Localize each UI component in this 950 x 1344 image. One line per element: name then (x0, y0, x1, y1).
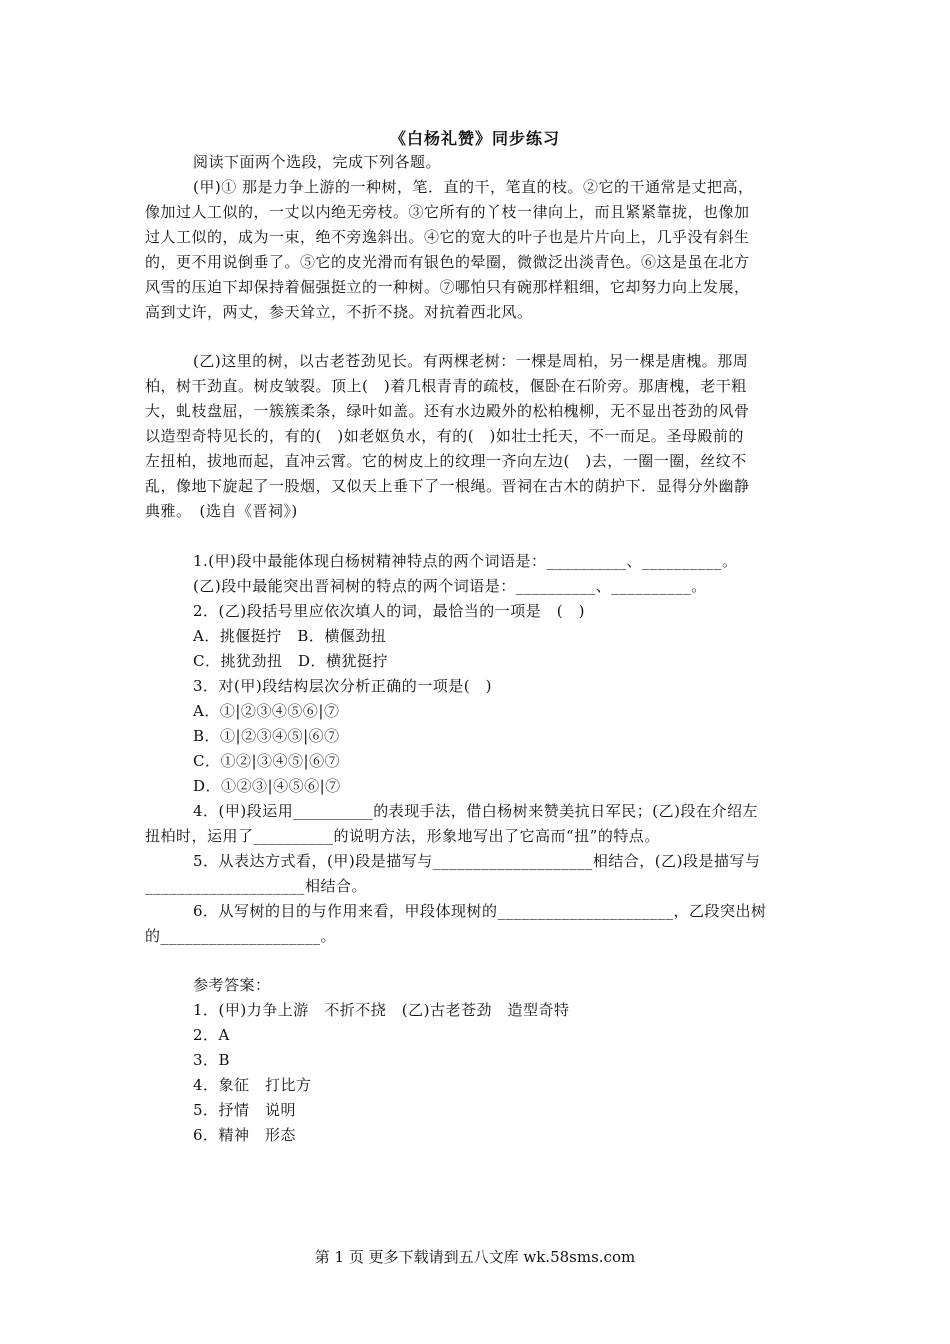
passage-b-line: (乙)这里的树，以古老苍劲见长。有两棵老树：一棵是周柏，另一棵是唐槐。那周 (193, 352, 749, 370)
answer-line: 1．(甲)力争上游 不折不挠 (乙)古老苍劲 造型奇特 (193, 1001, 570, 1019)
option-line: D．①②③|④⑤⑥|⑦ (193, 777, 341, 795)
passage-b-line: 柏，树干劲直。树皮皱裂。顶上( )着几根青青的疏枝，偃卧在石阶旁。那唐槐，老干粗 (145, 377, 747, 395)
question-line: 5．从表达方式看，(甲)段是描写与____________________相结合，(乙)段是描写与 (193, 852, 761, 870)
passage-a-line: (甲)① 那是力争上游的一种树，笔．直的干，笔直的枝。②它的干通常是丈把高， (193, 178, 754, 196)
page-title: 《白杨礼赞》同步练习 (389, 129, 560, 148)
passage-b-line: 大，虬枝盘屈，一簇簇柔条，绿叶如盖。还有水边殿外的松柏槐柳，无不显出苍劲的风骨 (145, 402, 750, 420)
question-line: 扭柏时，运用了__________的说明方法，形象地写出了它高而“扭”的特点。 (145, 827, 660, 845)
page-footer: 第 1 页 更多下载请到五八文库 wk.58sms.com (314, 1248, 636, 1266)
question-line: 4．(甲)段运用__________的表现手法，借白杨树来赞美抗日军民；(乙)段在介绍左 (193, 802, 758, 820)
question-line: 6．从写树的目的与作用来看，甲段体现树的______________________，乙段突出树 (193, 902, 767, 920)
question-line: 1.(甲)段中最能体现白杨树精神特点的两个词语是：__________、__________。 (193, 552, 738, 570)
question-line: 的____________________。 (145, 927, 337, 945)
question-line: 2．(乙)段括号里应依次填人的词，最恰当的一项是 ( ) (193, 602, 585, 620)
question-line: 3．对(甲)段结构层次分析正确的一项是( ) (193, 677, 492, 695)
option-line: A．①|②③④⑤⑥|⑦ (193, 702, 340, 720)
passage-a-line: 高到丈许，两丈，参天耸立，不折不挠。对抗着西北风。 (145, 303, 533, 321)
question-line: (乙)段中最能突出晋祠树的特点的两个词语是：__________、__________。 (193, 577, 707, 595)
passage-a-line: 的，更不用说倒垂了。⑤它的皮光滑而有银色的晕圈，微微泛出淡青色。⑥这是虽在北方 (145, 253, 750, 271)
option-line: A．挑偃挺拧 B．横偃劲扭 (193, 627, 387, 645)
passage-b-line: 左扭柏，拔地而起，直冲云霄。它的树皮上的纹理一齐向左边( )去，一圈一圈，丝纹不 (145, 452, 747, 470)
answer-line: 5．抒情 说明 (193, 1101, 297, 1119)
question-line: ____________________相结合。 (145, 877, 368, 895)
answers-heading: 参考答案： (193, 976, 271, 994)
passage-b-line: 典雅。 (选自《晋祠》) (145, 502, 298, 520)
passage-a-line: 风雪的压迫下却保持着倔强挺立的一种树。⑦哪怕只有碗那样粗细，它却努力向上发展， (145, 278, 750, 296)
answer-line: 3．B (193, 1051, 231, 1069)
intro-text: 阅读下面两个选段，完成下列各题。 (193, 153, 442, 171)
passage-a-line: 像加过人工似的，一丈以内绝无旁枝。③它所有的丫枝一律向上，而且紧紧靠拢，也像加 (145, 203, 750, 221)
answer-line: 6．精神 形态 (193, 1126, 297, 1144)
option-line: C．①②|③④⑤|⑥⑦ (193, 752, 341, 770)
passage-b-line: 乱，像地下旋起了一股烟，又似天上垂下了一根绳。晋祠在古木的荫护下．显得分外幽静 (145, 477, 750, 495)
option-line: C．挑犹劲扭 D．横犹挺拧 (193, 652, 389, 670)
passage-a-line: 过人工似的，成为一束，绝不旁逸斜出。④它的宽大的叶子也是片片向上，几乎没有斜生 (145, 228, 750, 246)
answer-line: 2．A (193, 1026, 230, 1044)
passage-b-line: 以造型奇特见长的，有的( )如老妪负水，有的( )如壮士托天，不一而足。圣母殿前的 (145, 427, 744, 445)
answer-line: 4．象征 打比方 (193, 1076, 312, 1094)
option-line: B．①|②③④⑤|⑥⑦ (193, 727, 340, 745)
